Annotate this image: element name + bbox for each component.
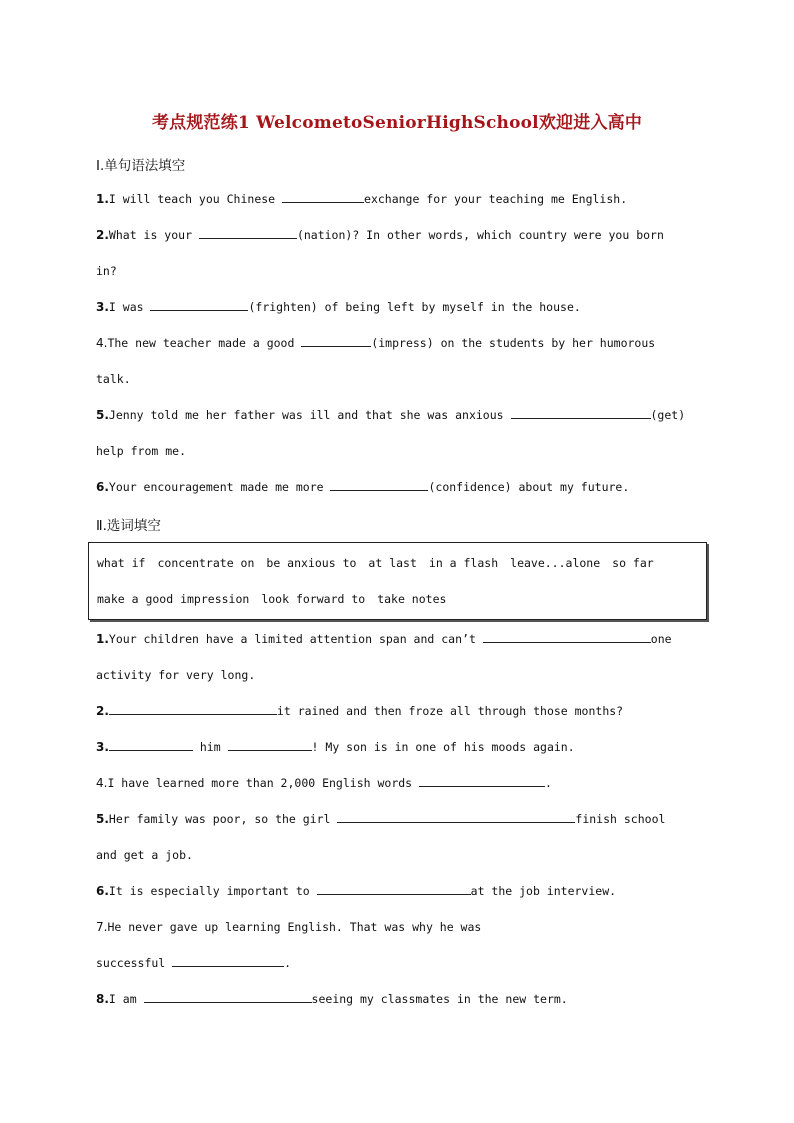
item-number: 2. [96,704,109,718]
word-option: look forward to [261,592,366,606]
item-text: Your encouragement made me more [108,480,331,494]
s2-item-5-cont: and get a job. [96,848,193,862]
item-number: 5. [96,408,109,422]
item-text: ! My son is in one of his moods again. [311,740,575,754]
item-text: seeing my classmates in the new term. [311,992,568,1006]
s2-item-7-cont [96,955,716,971]
s2-item-1 [96,631,716,647]
item-number: 6. [96,884,109,898]
s2-item-3 [96,739,716,755]
s1-item-2 [96,227,716,243]
item-text: He never gave up learning English. That was why he was [107,920,482,934]
s2-item-6 [96,883,716,899]
s2-item-8 [96,991,716,1007]
word-option: take notes [377,592,447,606]
word-option: in a flash [428,556,499,570]
word-option: make a good impression [97,592,250,606]
word-option: what if [97,556,146,570]
item-text: I was [108,300,151,314]
item-number: 4. [96,336,108,350]
item-text: It is especially important to [108,884,317,898]
item-number: 4. [96,776,108,790]
answer-blank[interactable] [483,631,651,643]
answer-blank[interactable] [330,479,428,491]
word-option: be anxious to [266,556,357,570]
item-text: (confidence) about my future. [428,480,630,494]
answer-blank[interactable] [282,191,364,203]
s1-item-5 [96,407,716,423]
answer-blank[interactable] [109,703,277,715]
answer-blank[interactable] [301,335,371,347]
s1-item-3 [96,299,716,315]
item-number: 1. [96,192,109,206]
word-bank-row-2 [97,592,458,606]
section-2-heading: Ⅱ.选词填空 [96,518,161,534]
item-text: successful [96,956,173,970]
item-number: 7. [96,920,108,934]
s2-item-1-cont: activity for very long. [96,668,256,682]
answer-blank[interactable] [144,991,312,1003]
answer-blank[interactable] [419,775,545,787]
section-1-heading: Ⅰ.单句语法填空 [96,158,186,174]
s1-item-4-cont: talk. [96,372,131,386]
item-text: The new teacher made a good [107,336,302,350]
item-text: . [284,956,292,970]
answer-blank[interactable] [172,955,284,967]
word-option: so far [612,556,654,570]
answer-blank[interactable] [511,407,651,419]
s1-item-2-cont: in? [96,264,117,278]
item-number: 1. [96,632,109,646]
item-number: 6. [96,480,109,494]
word-bank-box [88,542,707,620]
word-option: concentrate on [157,556,255,570]
item-text: Jenny told me her father was ill and that she was anxious [108,408,511,422]
item-text: I will teach you Chinese [108,192,283,206]
s2-item-7 [96,919,716,935]
item-number: 3. [96,300,109,314]
item-text: Your children have a limited attention span and can’t [108,632,483,646]
item-text: What is your [108,228,199,242]
item-text: (nation)? In other words, which country were you born [296,228,664,242]
s1-item-5-cont: help from me. [96,444,187,458]
item-text: . [545,776,552,790]
s2-item-2 [96,703,716,719]
word-option: at last [368,556,417,570]
item-text: finish school [575,812,666,826]
answer-blank[interactable] [150,299,248,311]
item-text: him [192,740,228,754]
answer-blank[interactable] [317,883,471,895]
s2-item-5 [96,811,716,827]
item-number: 5. [96,812,109,826]
item-text: it rained and then froze all through those months? [276,704,624,718]
item-text: I am [108,992,144,1006]
s1-item-6 [96,479,716,495]
item-text: Her family was poor, so the girl [108,812,338,826]
item-text: (impress) on the students by her humorous [371,336,656,350]
s1-item-4 [96,335,716,351]
item-text: one [650,632,672,646]
item-text: exchange for your teaching me English. [364,192,628,206]
item-text: (frighten) of being left by myself in the house. [248,300,581,314]
answer-blank[interactable] [337,811,575,823]
s1-item-1 [96,191,716,207]
answer-blank[interactable] [199,227,297,239]
word-bank-row-1 [97,556,666,570]
item-number: 8. [96,992,109,1006]
word-option: leave...alone [510,556,601,570]
answer-blank[interactable] [228,739,312,751]
s2-item-4 [96,775,716,791]
item-text: at the job interview. [470,884,617,898]
answer-blank[interactable] [109,739,193,751]
item-number: 2. [96,228,109,242]
item-text: I have learned more than 2,000 English words [107,776,420,790]
item-text: (get) [650,408,686,422]
item-number: 3. [96,740,109,754]
page-title: 考点规范练1 WelcometoSeniorHighSchool欢迎进入高中 [151,113,643,133]
